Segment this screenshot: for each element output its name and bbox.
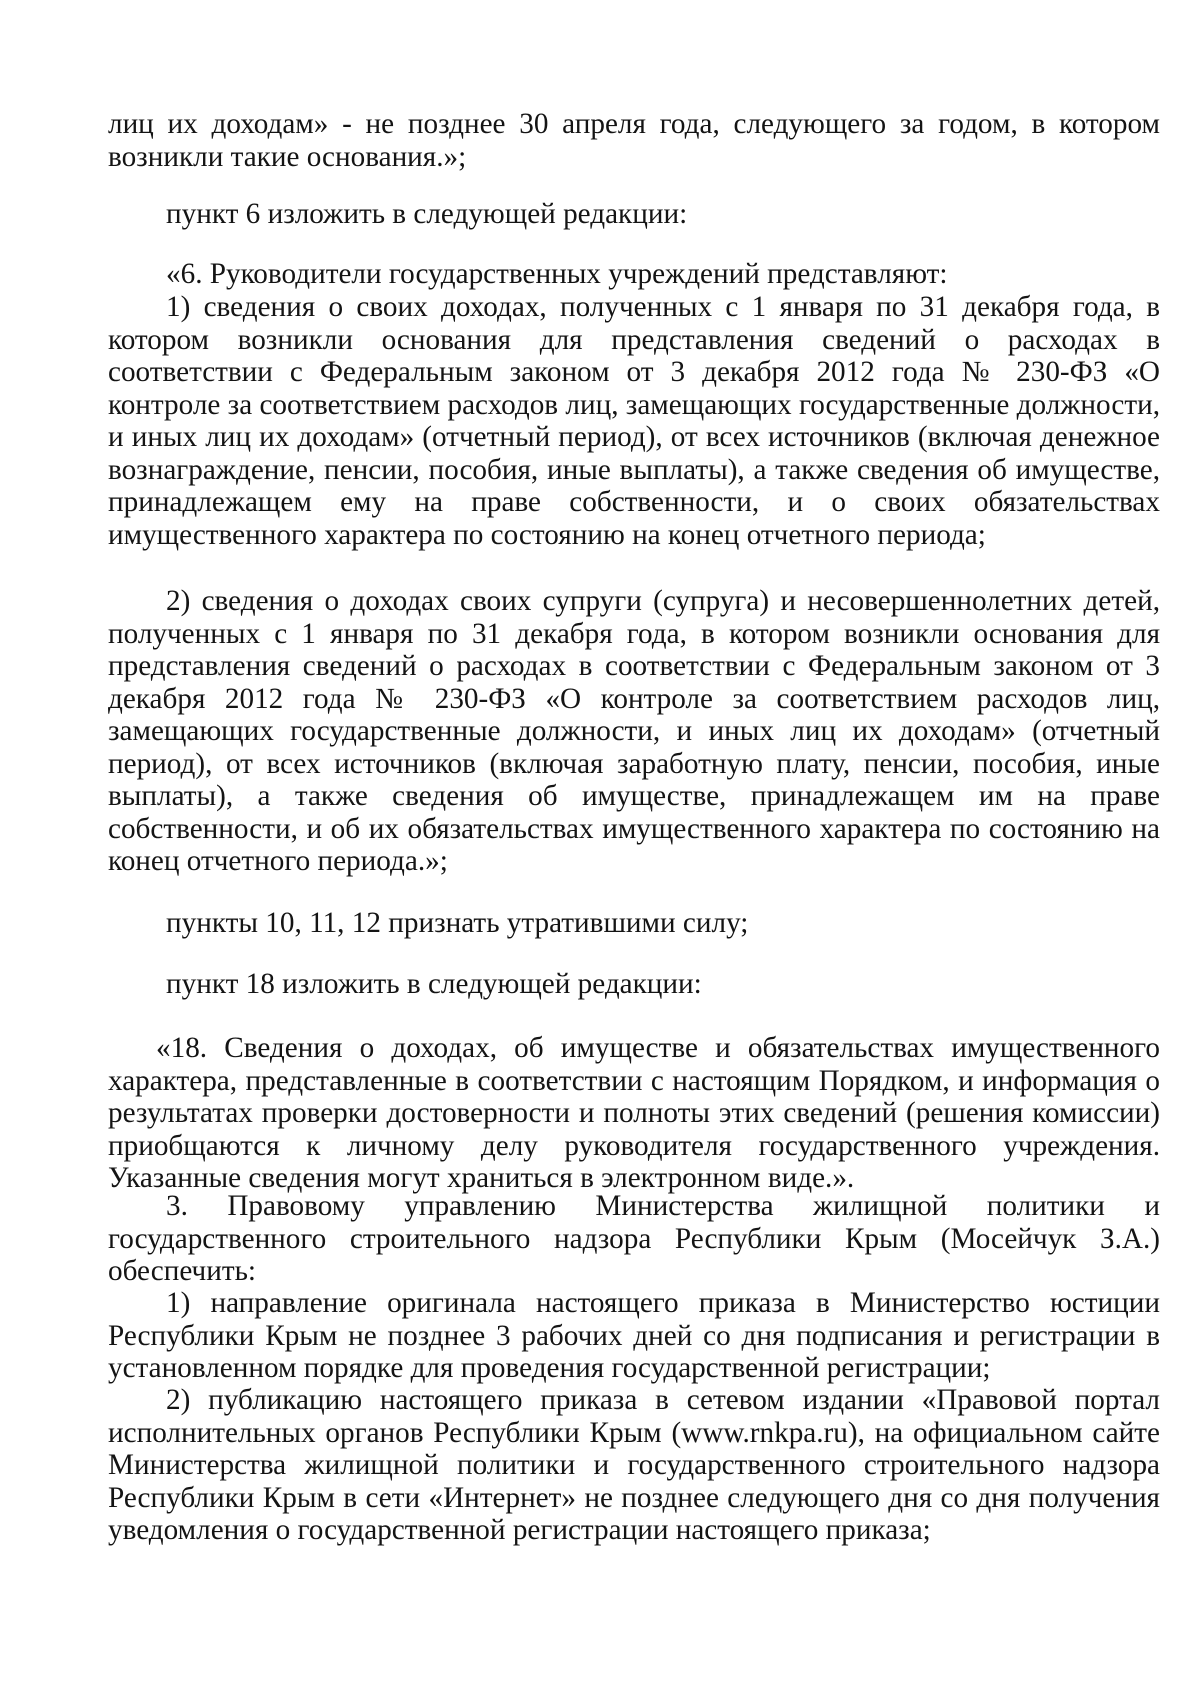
paragraph-continuation: лиц их доходам» - не позднее 30 апреля года, следующего за годом, в котором возникли такие основания.»; bbox=[108, 108, 1160, 173]
paragraph-clause-3-subitem-1: 1) направление оригинала настоящего приказа в Министерство юстиции Республики Крым не позднее 3 рабочих дней со дня подписания и регистрации в установленном порядке для проведения государственной регистрации; bbox=[108, 1287, 1160, 1384]
paragraph-clause-3-subitem-2: 2) публикацию настоящего приказа в сетевом издании «Правовой портал исполнительных органов Республики Крым (www.rnkpa.ru), на официальном сайте Министерства жилищной политики и государственного строительного надзора Республики Крым в сети «Интернет» не позднее следующего дня со дня получения уведомления о государственной регистрации настоящего приказа; bbox=[108, 1384, 1160, 1546]
paragraph-subitem-1: 1) сведения о своих доходах, полученных с 1 января по 31 декабря года, в котором возникли основания для представления сведений о расходах в соответствии с Федеральным законом от 3 декабря 2012 года № 230-ФЗ «О контроле за соответствием расходов лиц, замещающих государственные должности, и иных лиц их доходам» (отчетный период), от всех источников (включая денежное вознаграждение, пенсии, пособия, иные выплаты), а также сведения об имуществе, принадлежащем ему на праве собственности, и о своих обязательствах имущественного характера по состоянию на конец отчетного периода; bbox=[108, 291, 1160, 551]
paragraph-item6-text: «6. Руководители государственных учреждений представляют: bbox=[166, 258, 948, 290]
paragraph-item18-heading: пункт 18 изложить в следующей редакции: bbox=[166, 968, 702, 1000]
paragraph-subitem-2: 2) сведения о доходах своих супруги (супруга) и несовершеннолетних детей, полученных с 1 января по 31 декабря года, в котором возникли основания для представления сведений о расходах в соответствии с Федеральным законом от 3 декабря 2012 года № 230-ФЗ «О контроле за соответствием расходов лиц, замещающих государственные должности, и иных лиц их доходам» (отчетный период), от всех источников (включая заработную плату, пенсии, пособия, иные выплаты), а также сведения об имуществе, принадлежащем им на праве собственности, и об их обязательствах имущественного характера по состоянию на конец отчетного периода.»; bbox=[108, 585, 1160, 877]
paragraph-items-repealed: пункты 10, 11, 12 признать утратившими силу; bbox=[166, 907, 749, 939]
paragraph-clause-3: 3. Правовому управлению Министерства жилищной политики и государственного строительного надзора Республики Крым (Мосейчук З.А.) обеспечить: bbox=[108, 1190, 1160, 1287]
paragraph-item6-heading: пункт 6 изложить в следующей редакции: bbox=[166, 198, 688, 230]
paragraph-item18-text: «18. Сведения о доходах, об имуществе и обязательствах имущественного характера, представленные в соответствии с настоящим Порядком, и информация о результатах проверки достоверности и полноты этих сведений (решения комиссии) приобщаются к личному делу руководителя государственного учреждения. Указанные сведения могут храниться в электронном виде.». bbox=[108, 1032, 1160, 1194]
